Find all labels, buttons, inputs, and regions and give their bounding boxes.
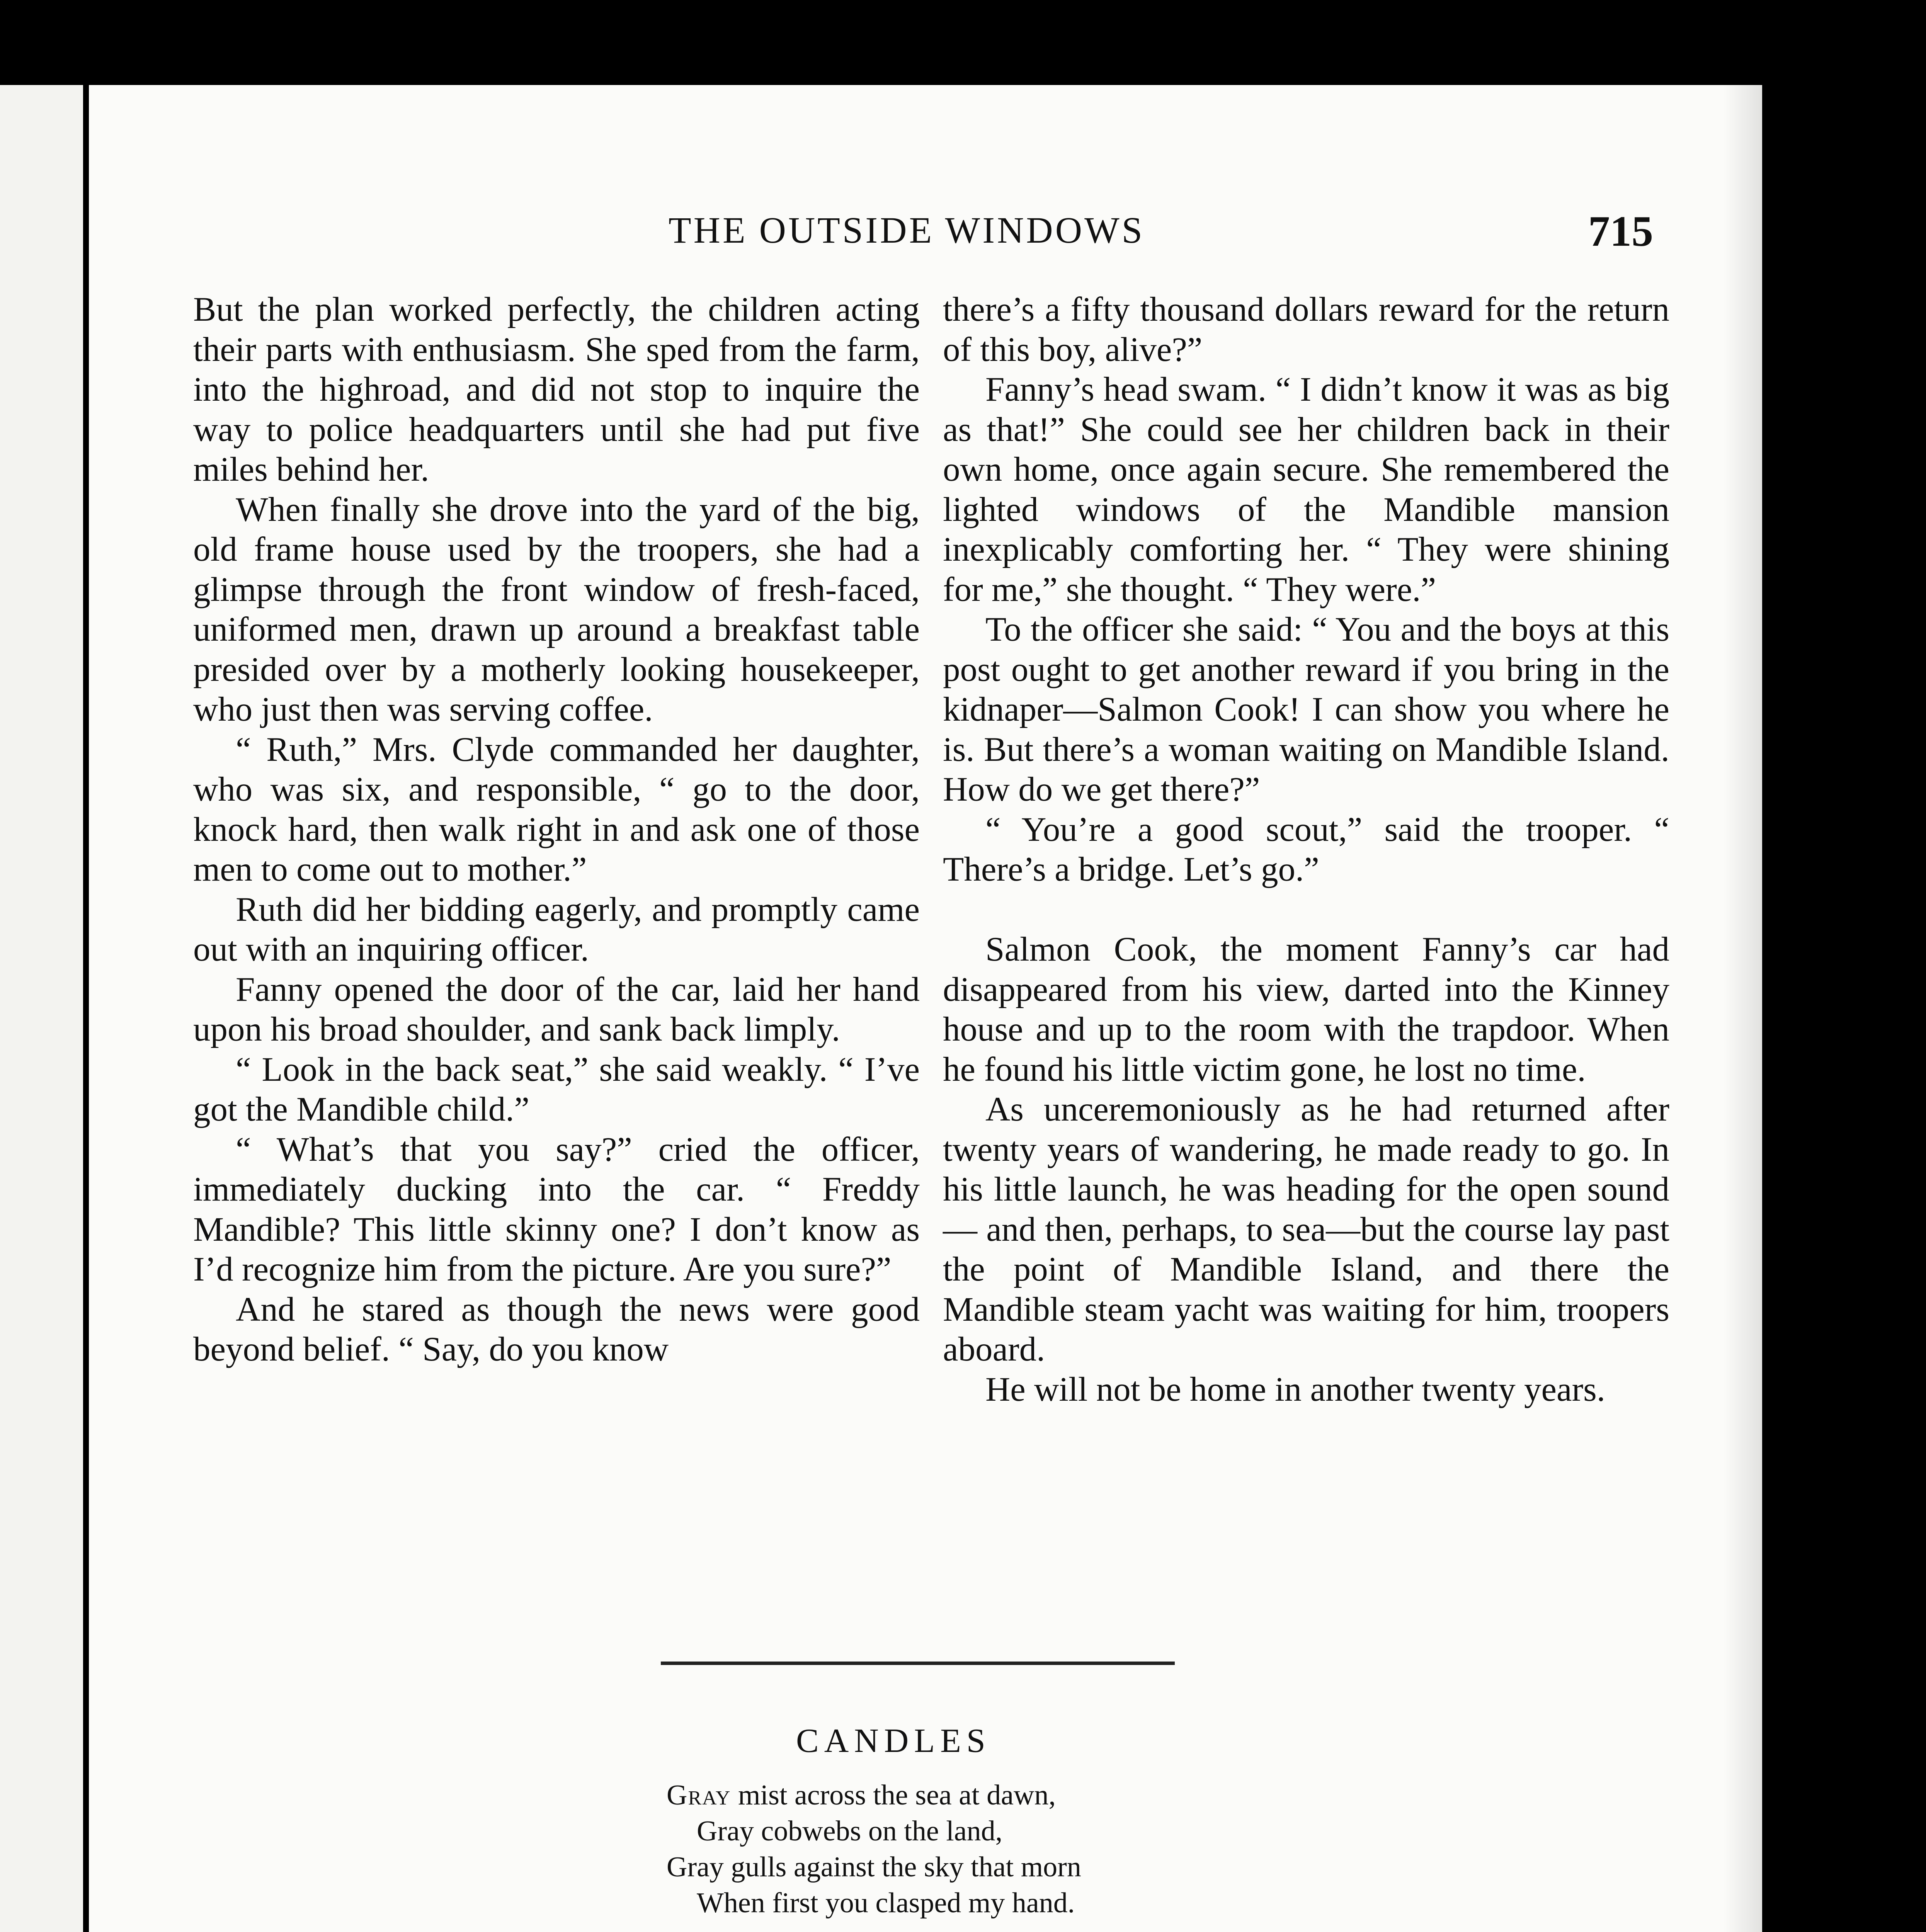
story-paragraph: To the officer she said: “ You and the boys at this post ought to get another reward if you bring in the kidnaper—Salmon Cook! I can show you where he is. But there’s a woman waiting on Mandible Island. How do we get there?” — [943, 611, 1669, 808]
poem-line: Gray cobwebs on the land, — [697, 1815, 1003, 1847]
gutter-shadow — [1724, 85, 1762, 1932]
story-paragraph: “ What’s that you say?” cried the officer, immediately ducking into the car. “ Freddy Mandible? This little skinny one? I don’t know as I’d recognize him from the picture. Are you sure?” — [193, 1130, 920, 1288]
story-paragraph: He will not be home in another twenty years. — [985, 1370, 1606, 1408]
story-paragraph: Fanny opened the door of the car, laid her hand upon his broad shoulder, and sank back limply. — [193, 970, 920, 1048]
story-paragraph: Fanny’s head swam. “ I didn’t know it was as big as that!” She could see her children back in their own home, once again secure. She remembered the lighted windows of the Mandible mansion inexplicably comforting her. “ They were shining for me,” she thought. “ They were.” — [943, 371, 1669, 609]
story-paragraph: But the plan worked perfectly, the children acting their parts with enthusiasm. She sped from the farm, into the highroad, and did not stop to inquire the way to police headquarters until she had put five miles behind her. — [193, 291, 920, 488]
story-paragraph: “ Ruth,” Mrs. Clyde commanded her daughter, who was six, and responsible, “ go to the door, knock hard, then walk right in and ask one of those men to come out to mother.” — [193, 730, 920, 888]
story-paragraph: “ Look in the back seat,” she said weakly. “ I’ve got the Mandible child.” — [193, 1050, 920, 1128]
story-paragraph: Ruth did her bidding eagerly, and promptly came out with an inquiring officer. — [193, 890, 920, 968]
poem-line — [667, 1777, 1148, 1813]
story-paragraph-continued: there’s a fifty thousand dollars reward for the return of this boy, alive?” — [943, 291, 1669, 369]
story-paragraph: “ You’re a good scout,” said the trooper. “ There’s a bridge. Let’s go.” — [943, 810, 1669, 888]
poem-line: When first you clasped my hand. — [697, 1887, 1075, 1919]
poem-title: CANDLES — [796, 1722, 991, 1760]
story-left-column — [193, 290, 920, 1370]
story-paragraph: Salmon Cook, the moment Fanny’s car had disappeared from his view, darted into the Kinney house and up to the room with the trapdoor. When he found his little victim gone, he lost no time. — [943, 930, 1669, 1088]
poem-body — [667, 1777, 1148, 1932]
section-divider — [661, 1662, 1175, 1665]
story-right-column — [943, 290, 1669, 1410]
previous-page-edge — [0, 85, 83, 1932]
poem-line: Gray gulls against the sky that morn — [667, 1851, 1081, 1883]
poem-first-word: Gray — [667, 1779, 731, 1811]
poem-first-line-rest: mist across the sea at dawn, — [731, 1779, 1056, 1811]
story-paragraph: As unceremoniously as he had returned after twenty years of wandering, he made ready to go. In his little launch, he was heading for the open sound — and then, perhaps, to sea—but the course lay past the point of Mandible Island, and there the Mandible steam yacht was waiting for him, troopers aboard. — [943, 1090, 1669, 1368]
poem-stanza — [667, 1777, 1148, 1921]
story-paragraph: When finally she drove into the yard of the big, old frame house used by the troopers, she had a glimpse through the front window of fresh-faced, uniformed men, drawn up around a breakfast table presided over by a motherly looking housekeeper, who just then was serving coffee. — [193, 490, 920, 728]
page-number: 715 — [1588, 207, 1653, 255]
running-head: THE OUTSIDE WINDOWS — [669, 209, 1145, 251]
story-paragraph: And he stared as though the news were good beyond belief. “ Say, do you know — [193, 1290, 920, 1368]
